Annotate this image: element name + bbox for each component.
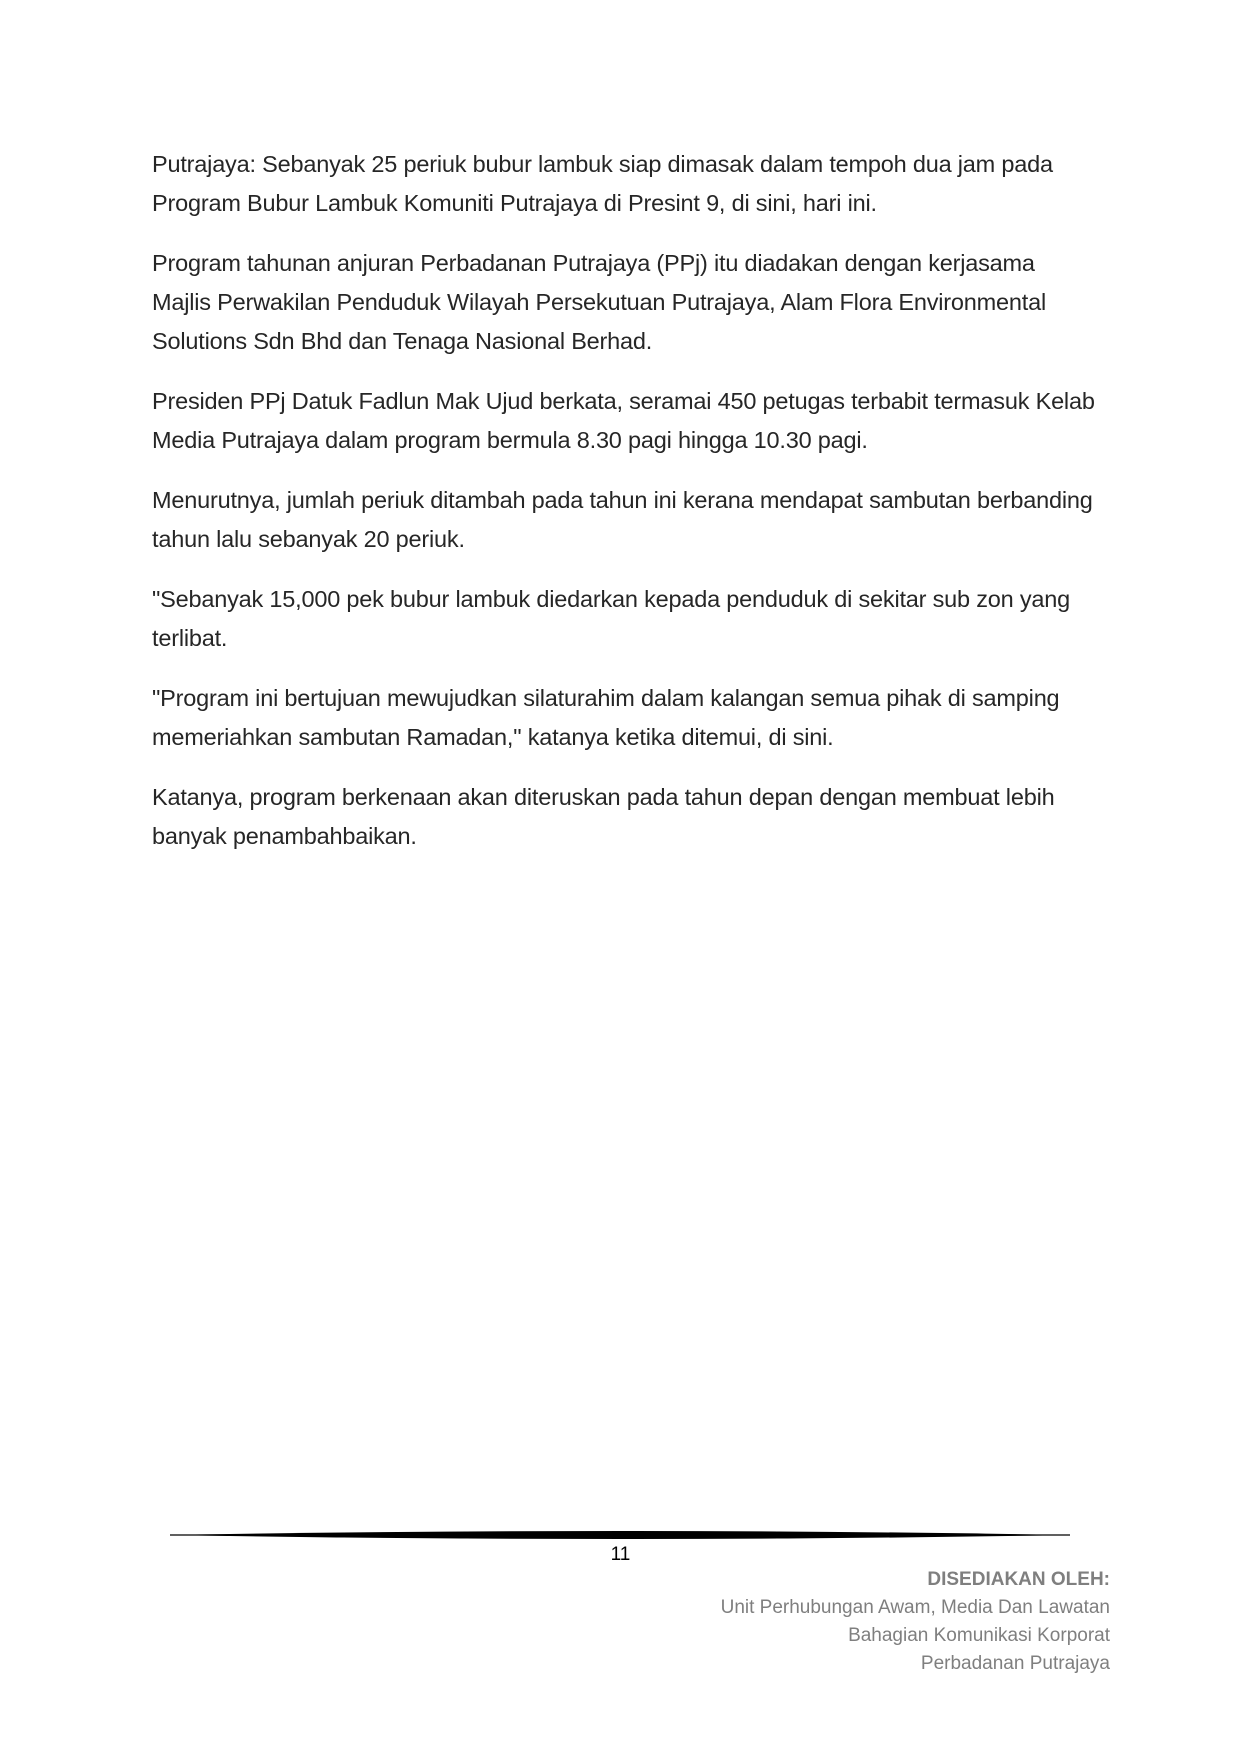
prepared-by-unit: Unit Perhubungan Awam, Media Dan Lawatan [720, 1597, 1110, 1618]
prepared-by-heading: DISEDIAKAN OLEH: [927, 1569, 1110, 1590]
page-number: 11 [610, 1544, 631, 1565]
article-paragraph-3: Presiden PPj Datuk Fadlun Mak Ujud berkata, seramai 450 petugas terbabit termasuk Kelab Media Putrajaya dalam program bermula 8.30 pagi hingga 10.30 pagi. [152, 388, 1095, 453]
article-paragraph-6: "Program ini bertujuan mewujudkan silaturahim dalam kalangan semua pihak di samping memeriahkan sambutan Ramadan," katanya ketika ditemui, di sini. [152, 685, 1060, 750]
article-body [152, 145, 1097, 877]
prepared-by-block [721, 1566, 1110, 1678]
footer-divider [170, 1529, 1070, 1541]
article-paragraph-1: Putrajaya: Sebanyak 25 periuk bubur lambuk siap dimasak dalam tempoh dua jam pada Program Bubur Lambuk Komuniti Putrajaya di Presint 9, di sini, hari ini. [152, 151, 1053, 216]
article-paragraph-4: Menurutnya, jumlah periuk ditambah pada tahun ini kerana mendapat sambutan berbanding tahun lalu sebanyak 20 periuk. [152, 487, 1093, 552]
prepared-by-division: Bahagian Komunikasi Korporat [848, 1625, 1110, 1646]
article-paragraph-5: "Sebanyak 15,000 pek bubur lambuk diedarkan kepada penduduk di sekitar sub zon yang terlibat. [152, 586, 1071, 651]
article-paragraph-7: Katanya, program berkenaan akan diteruskan pada tahun depan dengan membuat lebih banyak penambahbaikan. [152, 784, 1055, 849]
article-paragraph-2: Program tahunan anjuran Perbadanan Putrajaya (PPj) itu diadakan dengan kerjasama Majlis Perwakilan Penduduk Wilayah Persekutuan Putrajaya, Alam Flora Environmental Solutions Sdn Bhd dan Tenaga Nasional Berhad. [152, 250, 1047, 354]
prepared-by-organisation: Perbadanan Putrajaya [920, 1653, 1110, 1674]
